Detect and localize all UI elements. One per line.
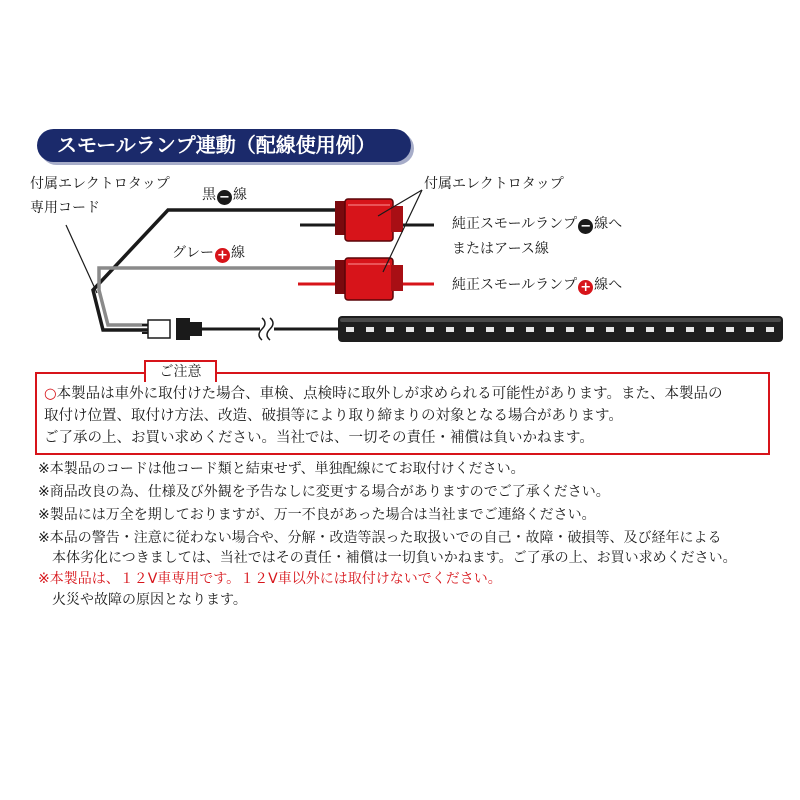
dest-minus-label xyxy=(452,215,622,234)
section-title-banner: スモールランプ連動（配線使用例） xyxy=(37,129,411,162)
black-wire-suffix: 線 xyxy=(233,187,247,203)
gray-wire-text: グレー xyxy=(172,245,214,261)
note-7: 火災や故障の原因となります。 xyxy=(38,592,247,608)
cord-label xyxy=(30,175,170,217)
cord-break-mark xyxy=(259,318,273,340)
caution-line-2: 取付け位置、取付け方法、改造、破損等により取り締まりの対象となる場合があります。 xyxy=(44,408,623,424)
note-5: 本体劣化につきましては、当社ではその責任・補償は一切負いかねます。ご了承の上、お買い求めください。 xyxy=(38,550,737,566)
electro-tap-bottom xyxy=(335,258,403,300)
caution-text-1: 本製品は車外に取付けた場合、車検、点検時に取外しが求められる可能性があります。また、本製品の xyxy=(56,386,723,402)
minus-icon: − xyxy=(578,219,593,234)
note-3: ※製品には万全を期しておりますが、万一不良があった場合は当社までご連絡ください。 xyxy=(38,507,596,523)
note-4: ※本品の警告・注意に従わない場合や、分解・改造等誤った取扱いでの自己・故障・破損等、及び経年による xyxy=(38,530,722,546)
gray-wire-suffix: 線 xyxy=(231,245,245,261)
black-wire-label xyxy=(202,186,247,205)
caution-heading: ご注意 xyxy=(144,360,217,382)
dest-plus-prefix: 純正スモールランプ xyxy=(452,277,578,293)
tap-label: 付属エレクトロタップ xyxy=(424,176,564,192)
dest-minus-prefix: 純正スモールランプ xyxy=(452,216,578,232)
dest-plus-suffix: 線へ xyxy=(594,277,623,293)
dest-plus-label xyxy=(452,276,622,295)
dest-minus-suffix: 線へ xyxy=(594,216,623,232)
cord-label-leader xyxy=(66,225,97,293)
caution-marker: ○ xyxy=(44,386,57,402)
plus-icon: + xyxy=(578,280,593,295)
cord-label-line1: 付属エレクトロタップ xyxy=(30,176,170,192)
caution-line-3: ご了承の上、お買い求めください。当社では、一切その責任・補償は負いかねます。 xyxy=(44,430,594,446)
caution-line-1 xyxy=(44,384,723,404)
gray-wire xyxy=(99,268,342,325)
electro-tap-top xyxy=(335,199,403,241)
black-wire-text: 黒 xyxy=(202,187,216,203)
black-wire xyxy=(93,210,342,330)
gray-wire-label xyxy=(172,244,245,263)
note-2: ※商品改良の為、仕様及び外観を予告なしに変更する場合がありますのでご了承ください。 xyxy=(38,484,610,500)
plus-icon: + xyxy=(215,248,230,263)
dest-minus-alt-label: またはアース線 xyxy=(452,241,549,257)
note-6-warning: ※本製品は、１２V車専用です。１２V車以外には取付けないでください。 xyxy=(38,571,502,587)
led-strip xyxy=(338,316,783,342)
minus-icon: − xyxy=(217,190,232,205)
note-1: ※本製品のコードは他コード類と結束せず、単独配線にてお取付けください。 xyxy=(38,461,525,477)
connector-plug xyxy=(142,318,202,340)
cord-label-line2: 専用コード xyxy=(30,200,100,216)
